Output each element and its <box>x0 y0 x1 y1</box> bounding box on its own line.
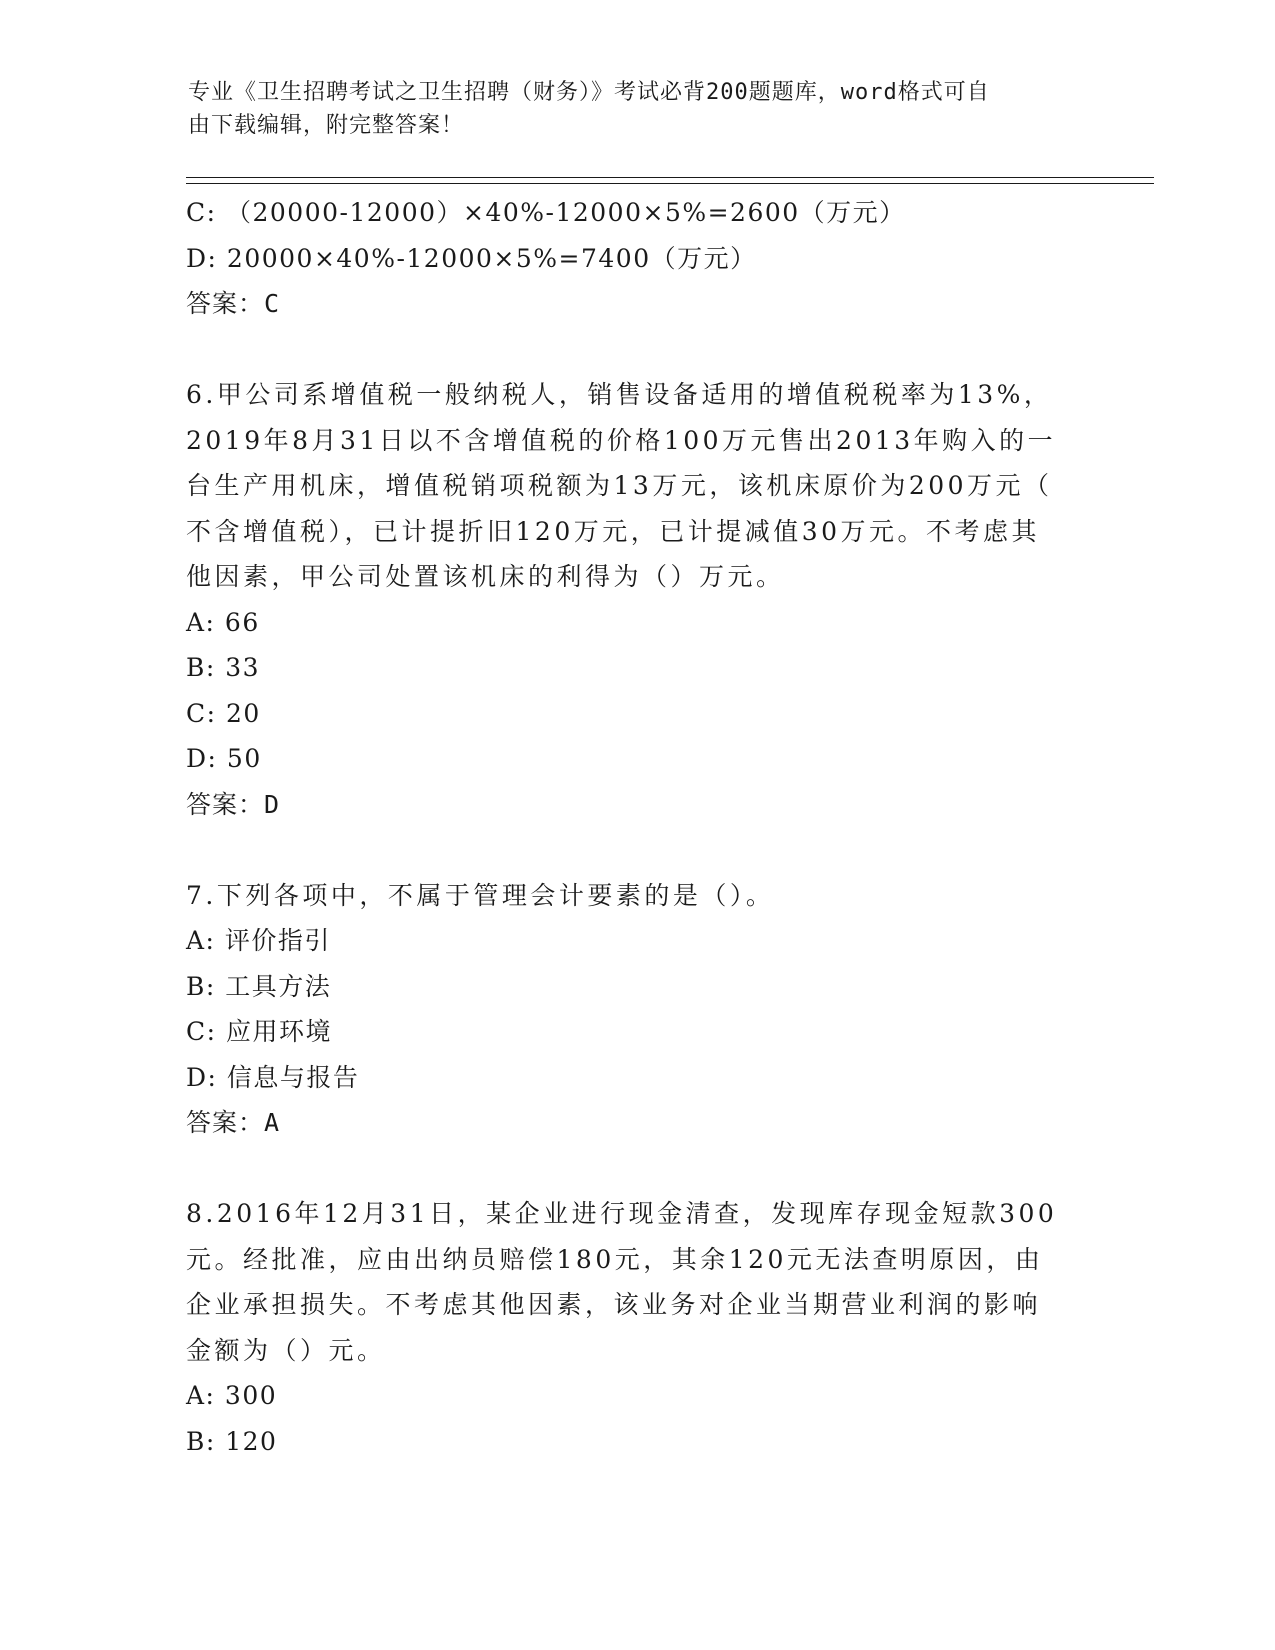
q8-text-line-1: 8.2016年12月31日，某企业进行现金清查，发现库存现金短款300 <box>186 1199 1058 1228</box>
document-header <box>188 76 1068 142</box>
q6-text-line-4: 不含增值税），已计提折旧120万元，已计提减值30万元。不考虑其 <box>186 516 1041 546</box>
q7-text: 7.下列各项中，不属于管理会计要素的是（）。 <box>186 880 775 910</box>
q6-text-line-1: 6.甲公司系增值税一般纳税人，销售设备适用的增值税税率为13%， <box>186 380 1053 409</box>
q8-option-a: A: 300 <box>186 1381 278 1410</box>
q5-option-c: C: （20000-12000）×40%-12000×5%=2600（万元） <box>186 198 906 227</box>
q5-option-d: D: 20000×40%-12000×5%=7400（万元） <box>186 243 757 273</box>
q6-text-line-2: 2019年8月31日以不含增值税的价格100万元售出2013年购入的一 <box>186 425 1057 455</box>
q6-option-c: C: 20 <box>186 698 261 728</box>
header-line-1: 专业《卫生招聘考试之卫生招聘（财务）》考试必背200题题库，word格式可自 <box>188 80 990 105</box>
q6-answer: 答案：D <box>186 789 281 819</box>
q8-option-b: B: 120 <box>186 1426 278 1456</box>
question-5-tail <box>186 190 1086 327</box>
header-line-2: 由下载编辑，附完整答案！ <box>188 113 465 138</box>
q6-option-d: D: 50 <box>186 744 262 773</box>
q8-text-line-4: 金额为（）元。 <box>186 1335 386 1365</box>
q6-text-line-5: 他因素，甲公司处置该机床的利得为（）万元。 <box>186 562 785 591</box>
spacer <box>186 827 1086 873</box>
spacer <box>186 1146 1086 1192</box>
document-body <box>186 190 1086 1464</box>
q7-option-c: C: 应用环境 <box>186 1017 332 1046</box>
q7-option-a: A: 评价指引 <box>186 926 331 955</box>
question-6 <box>186 372 1086 827</box>
q6-text-line-3: 台生产用机床，增值税销项税额为13万元，该机床原价为200万元（ <box>186 471 1053 500</box>
q7-option-b: B: 工具方法 <box>186 971 332 1001</box>
q5-answer: 答案：C <box>186 289 281 318</box>
header-divider-bottom <box>186 183 1154 184</box>
header-divider-top <box>186 177 1154 178</box>
q6-option-b: B: 33 <box>186 653 261 682</box>
q6-option-a: A: 66 <box>186 607 260 637</box>
q8-text-line-3: 企业承担损失。不考虑其他因素，该业务对企业当期营业利润的影响 <box>186 1290 1042 1319</box>
q7-answer: 答案：A <box>186 1108 281 1137</box>
q8-text-line-2: 元。经批准，应由出纳员赔偿180元，其余120元无法查明原因，由 <box>186 1244 1044 1274</box>
question-8 <box>186 1191 1086 1464</box>
spacer <box>186 327 1086 373</box>
question-7 <box>186 873 1086 1146</box>
q7-option-d: D: 信息与报告 <box>186 1062 360 1092</box>
